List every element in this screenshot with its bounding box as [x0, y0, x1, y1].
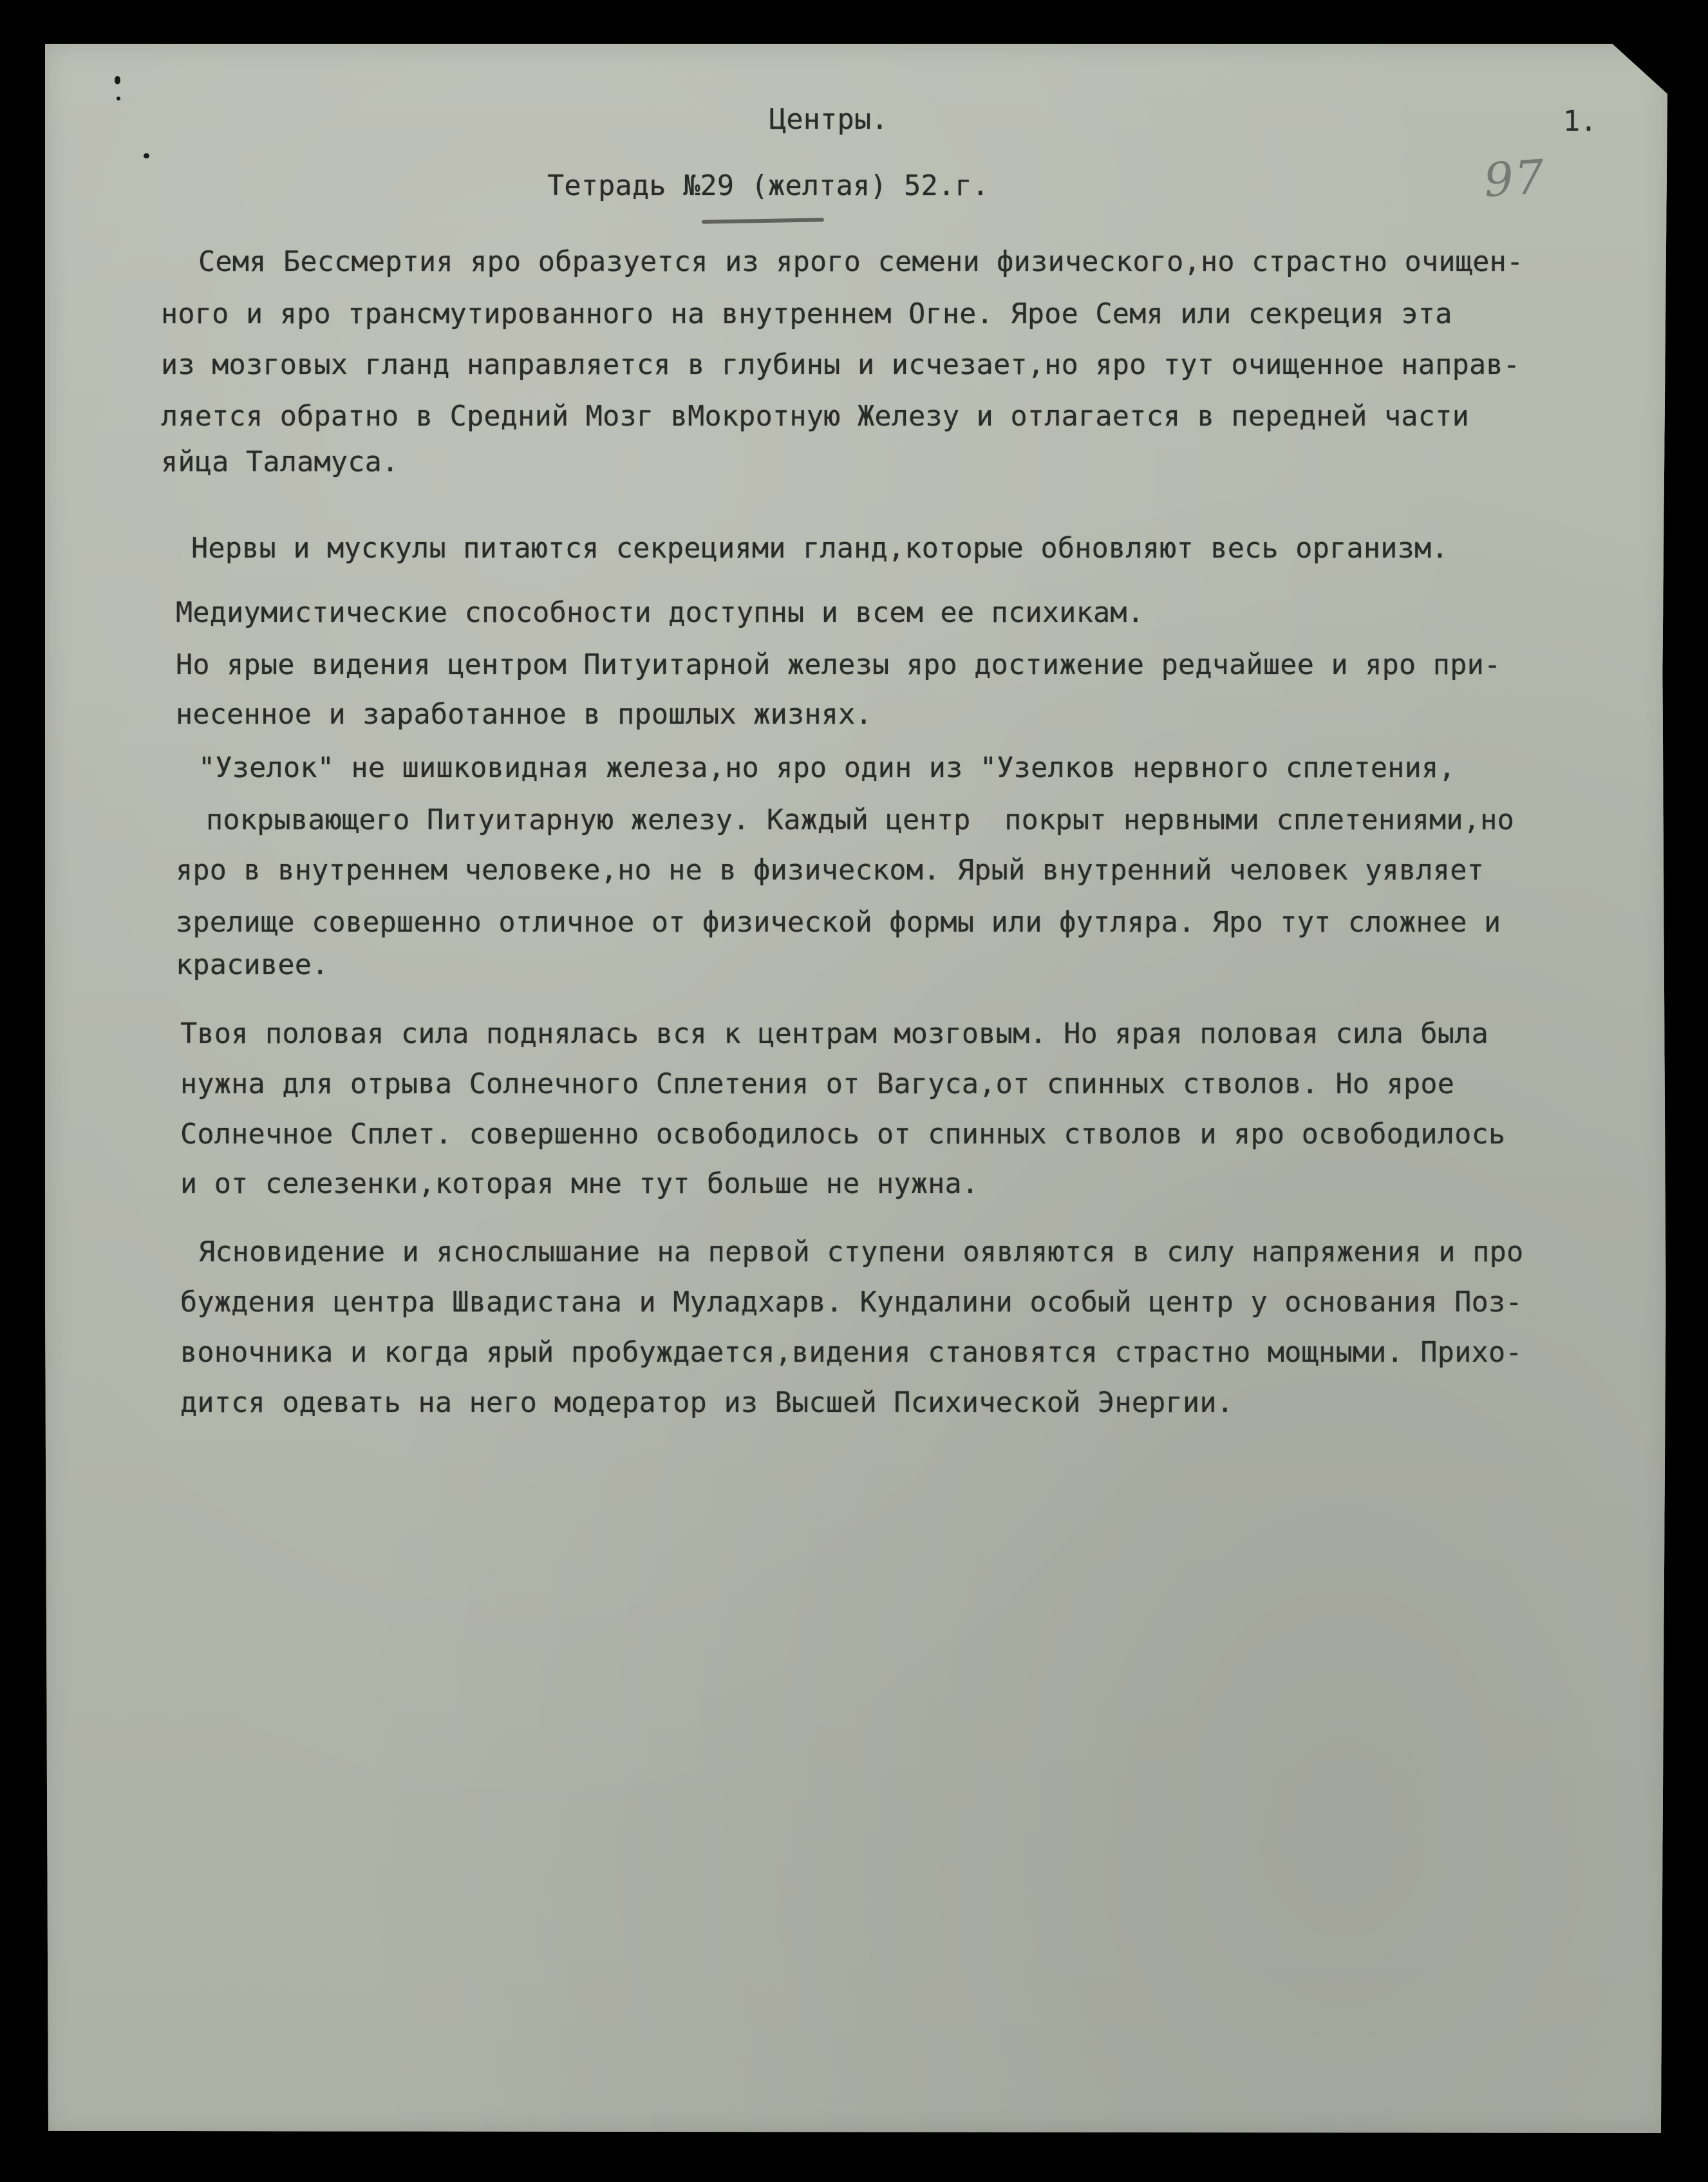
body-line-16: нужна для отрыва Солнечного Сплетения от Вагуса,от спинных стволов. Но ярое	[180, 1068, 1455, 1100]
ink-speck	[144, 153, 149, 158]
body-line-22: дится одевать на него модератор из Высшей Психической Энергии.	[180, 1387, 1234, 1419]
body-line-21: воночника и когда ярый пробуждается,видения становятся страстно мощными. Прихо-	[180, 1337, 1523, 1369]
ink-speck	[117, 97, 120, 100]
handwritten-archive-number: 97	[1482, 149, 1548, 208]
body-line-12: яро в внутреннем человеке,но не в физическом. Ярый внутренний человек уявляет	[176, 854, 1484, 887]
body-line-20: буждения центра Швадистана и Муладхарв. Кундалини особый центр у основания Поз-	[180, 1286, 1523, 1319]
body-line-7: Медиумистические способности доступны и всем ее психикам.	[176, 597, 1145, 629]
body-line-5: яйца Таламуса.	[161, 446, 399, 478]
document-title: Центры.	[769, 104, 888, 136]
body-line-9: несенное и заработанное в прошлых жизнях.	[176, 699, 872, 731]
body-line-2: ного и яро трансмутированного на внутреннем Огне. Ярое Семя или секреция эта	[161, 298, 1452, 330]
body-line-10: "Узелок" не шишковидная железа,но яро один из "Узелков нервного сплетения,	[198, 752, 1456, 784]
body-line-4: ляется обратно в Средний Мозг вМокротную Железу и отлагается в передней части	[161, 400, 1469, 433]
body-line-18: и от селезенки,которая мне тут больше не нужна.	[180, 1168, 979, 1200]
body-line-15: Твоя половая сила поднялась вся к центрам мозговым. Но ярая половая сила была	[180, 1018, 1488, 1050]
page-number: 1.	[1563, 106, 1597, 138]
body-line-17: Солнечное Сплет. совершенно освободилось от спинных стволов и яро освободилось	[180, 1118, 1506, 1151]
body-line-6: Нервы и мускулы питаются секрециями гланд,которые обновляют весь организм.	[191, 532, 1449, 565]
body-line-1: Семя Бессмертия яро образуется из ярого семени физического,но страстно очищен-	[198, 246, 1524, 278]
body-line-13: зрелище совершенно отличное от физической формы или футляра. Яро тут сложнее и	[176, 907, 1501, 939]
notebook-subtitle: Тетрадь №29 (желтая) 52.г.	[547, 170, 990, 202]
body-line-3: из мозговых гланд направляется в глубины и исчезает,но яро тут очищенное направ-	[161, 349, 1521, 381]
body-line-8: Но ярые видения центром Питуитарной железы яро достижение редчайшее и яро при-	[176, 649, 1501, 681]
body-line-19: Ясновидение и яснослышание на первой ступени оявляются в силу напряжения и про	[198, 1236, 1524, 1268]
body-line-14: красивее.	[176, 949, 329, 981]
ink-speck	[115, 76, 120, 84]
body-line-11: покрывающего Питуитарную железу. Каждый центр покрыт нервными сплетениями,но	[206, 804, 1514, 836]
